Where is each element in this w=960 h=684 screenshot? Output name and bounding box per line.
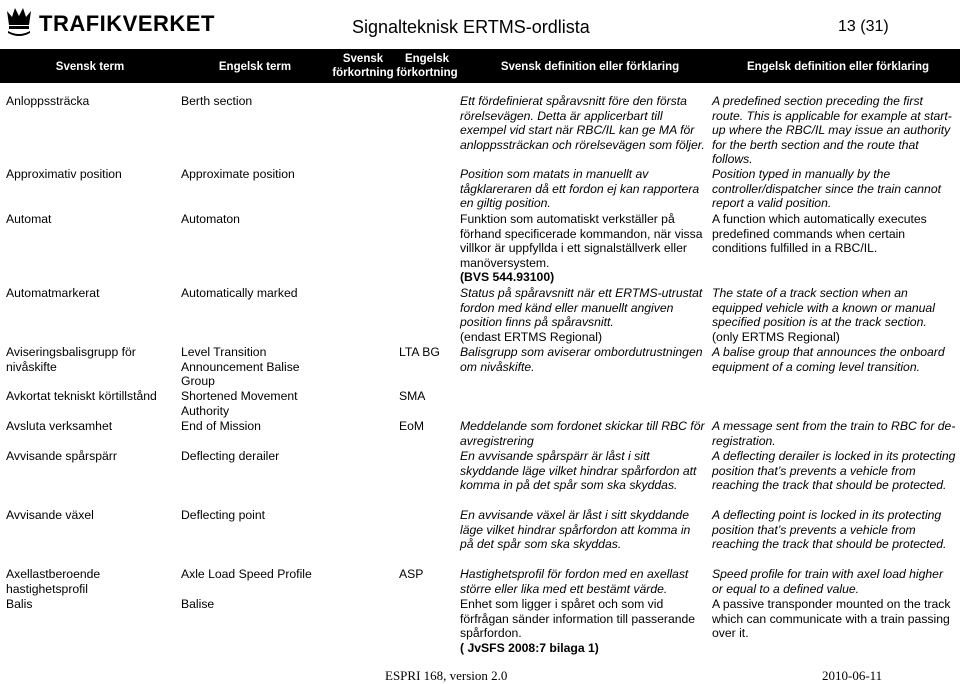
footer-date: 2010-06-11 <box>822 668 883 683</box>
sv-term: Approximativ position <box>6 167 122 181</box>
sv-definition: Meddelande som fordonet skickar till RBC för avregistrering <box>460 419 705 448</box>
crown-icon <box>4 5 34 37</box>
col-en-abbr: Engelsk förkortning <box>396 53 458 79</box>
document-title: Signalteknisk ERTMS-ordlista <box>352 17 590 37</box>
trafikverket-logo <box>4 5 215 39</box>
sv-definition: Funktion som automatiskt verkställer på förhand specificerade kommandon, när vissa villkor är uppfyllda i ett signalställverk eller manöversystem. (BVS 544.93100) <box>460 212 705 285</box>
en-definition: A passive transponder mounted on the track which can communicate with a train passing over it. <box>712 597 951 641</box>
sv-definition: Ett fördefinierat spåravsnitt före den första rörelsevägen. Detta är applicerbart till exempel vid start när RBC/IL kan ge MA för anloppssträckan och rörelsevägen som följer. <box>460 94 705 152</box>
en-definition: A balise group that announces the onboard equipment of a coming level transition. <box>712 345 945 374</box>
col-en-def: Engelsk definition eller förklaring <box>746 61 930 73</box>
sv-definition-note: (endast ERTMS Regional) <box>460 329 603 344</box>
sv-term: Avsluta verksamhet <box>6 419 113 433</box>
en-definition: A deflecting point is locked in its protecting position that’s prevents a vehicle from reaching the track that should be protected. <box>712 508 947 552</box>
sv-term: Anloppssträcka <box>6 94 90 108</box>
sv-definition-source: ( JvSFS 2008:7 bilaga 1) <box>460 640 599 655</box>
en-term: Berth section <box>181 94 253 108</box>
sv-definition: Position som matats in manuellt av tågklareraren då ett fordon ej kan rapportera en giltig position. <box>460 167 700 211</box>
sv-definition: En avvisande spårspärr är låst i sitt skyddande läge vilket hindrar spårfordon att komma in på det spår som ska skyddas. <box>460 449 697 493</box>
abbreviation: EoM <box>399 419 425 433</box>
en-term: Deflecting derailer <box>181 449 280 463</box>
sv-definition: Enhet som ligger i spåret och som vid förfrågan sänder information till passerande spårfordon. ( JvSFS 2008:7 bilaga 1) <box>460 597 705 655</box>
en-term: Shortened Movement Authority <box>181 389 298 418</box>
sv-term: Avkortat tekniskt körtillstånd <box>6 389 157 403</box>
abbreviation: ASP <box>399 567 424 581</box>
sv-term: Avvisande växel <box>6 508 94 522</box>
table-header <box>0 49 960 83</box>
sv-term: Automatmarkerat <box>6 286 100 300</box>
abbreviation: LTA BG <box>399 345 440 359</box>
sv-term: Aviseringsbalisgrupp för nivåskifte <box>6 345 136 374</box>
en-term: Level Transition Announcement Balise Group <box>181 345 300 389</box>
en-term: Automaton <box>181 212 240 226</box>
col-sv-def: Svensk definition eller förklaring <box>500 61 680 73</box>
en-definition: A predefined section preceding the first route. This is applicable for example at start-up where the RBC/IL may issue an authority for the berth section and the route that follows. <box>712 94 952 167</box>
en-definition: A message sent from the train to RBC for de-registration. <box>712 419 956 448</box>
sv-term: Avvisande spårspärr <box>6 449 117 463</box>
en-definition: The state of a track section when an equipped vehicle with a known or manual specified position is at the track section. (only ERTMS Regional) <box>712 286 957 344</box>
en-term: Axle Load Speed Profile <box>181 567 312 581</box>
sv-term: Automat <box>6 212 52 226</box>
sv-term: Axellastberoende hastighetsprofil <box>6 567 101 596</box>
en-definition: A function which automatically executes predefined commands when certain conditions fulfilled in a RBC/IL. <box>712 212 927 256</box>
sv-term: Balis <box>6 597 33 611</box>
page-number: 13 (31) <box>838 18 889 35</box>
en-term: Balise <box>181 597 215 611</box>
en-term: End of Mission <box>181 419 261 433</box>
sv-definition: En avvisande växel är låst i sitt skyddande läge vilket hindrar spårfordon att komma in på det spår som ska skyddas. <box>460 508 691 552</box>
col-en-term: Engelsk term <box>218 61 292 73</box>
en-term: Deflecting point <box>181 508 266 522</box>
logo-text: TRAFIKVERKET <box>39 11 215 36</box>
en-term: Automatically marked <box>181 286 298 300</box>
sv-definition: Hastighetsprofil för fordon med en axellast större eller lika med ett bestämt värde. <box>460 567 689 596</box>
sv-definition: Status på spåravsnitt när ett ERTMS-utrustat fordon med känd eller manuellt angiven position finns på spåravsnitt. (endast ERTMS Regional) <box>460 286 705 344</box>
en-definition-note: (only ERTMS Regional) <box>712 329 840 344</box>
en-definition: A deflecting derailer is locked in its protecting position that’s prevents a vehicle from reaching the track that should be protected. <box>712 449 956 493</box>
abbreviation: SMA <box>399 389 426 403</box>
sv-definition-source: (BVS 544.93100) <box>460 270 555 285</box>
col-sv-term: Svensk term <box>55 61 125 73</box>
footer-reference: ESPRI 168, version 2.0 <box>385 668 508 683</box>
col-sv-abbr: Svensk förkortning <box>332 53 394 79</box>
sv-definition: Balisgrupp som aviserar ombordutrustningen om nivåskifte. <box>460 345 703 374</box>
en-definition: Position typed in manually by the controller/dispatcher since the train cannot report a valid position. <box>712 167 941 211</box>
en-definition: Speed profile for train with axel load higher or equal to a defined value. <box>712 567 944 596</box>
en-term: Approximate position <box>181 167 295 181</box>
